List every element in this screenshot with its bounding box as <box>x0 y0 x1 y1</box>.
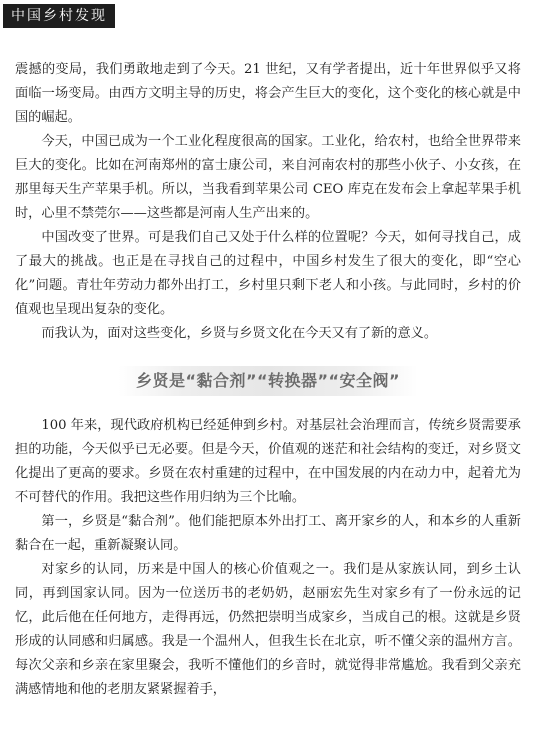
paragraph: 今天，中国已成为一个工业化程度很高的国家。工业化，给农村，也给全世界带来巨大的变化。比如在河南郑州的富士康公司，来自河南农村的那些小伙子、小女孩，在那里每天生产苹果手机。所以，当我看到苹果公司 CEO 库克在发布会上拿起苹果手机时，心里不禁莞尔——这些都是河南人生产出来的。 <box>15 134 521 221</box>
column-tag: 中国乡村发现 <box>3 4 115 28</box>
article-body <box>15 58 521 702</box>
paragraph: 对家乡的认同，历来是中国人的核心价值观之一。我们是从家族认同，到乡土认同，再到国家认同。因为一位送历书的老奶奶，赵丽宏先生对家乡有了一份永远的记忆，此后他在任何地方，走得再远，仍然把崇明当成家乡，当成自己的根。这就是乡贤形成的认同感和归属感。我是一个温州人，但我生长在北京，听不懂父亲的温州方言。每次父亲和乡亲在家里聚会，我听不懂他们的乡音时，就觉得非常尴尬。我看到父亲充满感情地和他的老朋友紧紧握着手， <box>15 562 521 697</box>
paragraph: 震撼的变局，我们勇敢地走到了今天。21 世纪，又有学者提出，近十年世界似乎又将面临一场变局。由西方文明主导的历史，将会产生巨大的变化，这个变化的核心就是中国的崛起。 <box>15 62 521 125</box>
paragraph: 100 年来，现代政府机构已经延伸到乡村。对基层社会治理而言，传统乡贤需要承担的功能，今天似乎已无必要。但是今天，价值观的迷茫和社会结构的变迁，对乡贤文化提出了更高的要求。乡贤在农村重建的过程中，在中国发展的内在动力中，起着尤为不可替代的作用。我把这些作用归纳为三个比喻。 <box>15 418 521 505</box>
paragraph: 中国改变了世界。可是我们自己又处于什么样的位置呢？今天，如何寻找自己，成了最大的挑战。也正是在寻找自己的过程中，中国乡村发生了很大的变化，即“空心化”问题。青壮年劳动力都外出打工，乡村里只剩下老人和小孩。与此同时，乡村的价值观也呈现出复杂的变化。 <box>15 230 521 317</box>
paragraph: 而我认为，面对这些变化，乡贤与乡贤文化在今天又有了新的意义。 <box>41 326 438 341</box>
paragraph: 第一，乡贤是“黏合剂”。他们能把原本外出打工、离开家乡的人，和本乡的人重新黏合在一起，重新凝聚认同。 <box>15 514 521 553</box>
section-heading: 乡贤是“黏合剂”“转换器”“安全阀” <box>118 366 418 396</box>
